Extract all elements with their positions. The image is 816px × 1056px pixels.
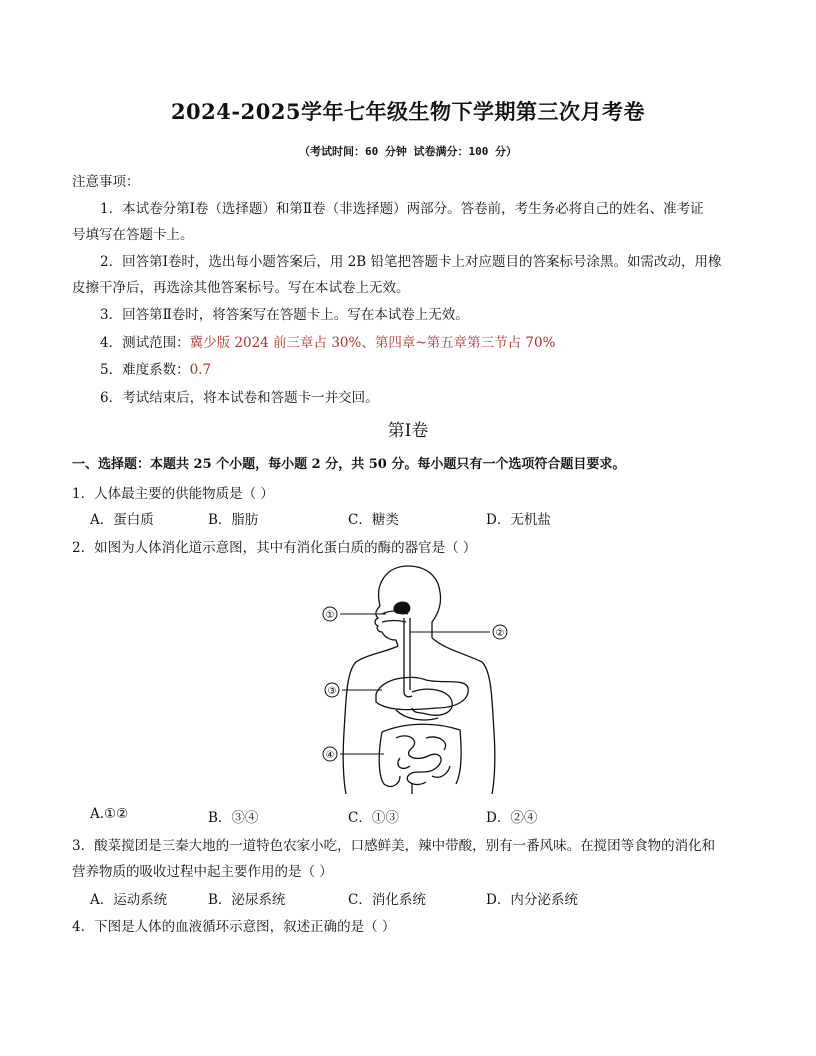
q1-option-b[interactable]: B．脂肪 xyxy=(208,512,259,528)
q3-stem-line-2: 营养物质的吸收过程中起主要作用的是（ ） xyxy=(72,864,333,880)
q3-option-b[interactable]: B．泌尿系统 xyxy=(208,892,286,908)
q1-stem: 1．人体最主要的供能物质是（ ） xyxy=(72,486,274,502)
note-5-value: 0.7 xyxy=(189,362,212,378)
q2-option-b[interactable]: B．③④ xyxy=(208,810,259,826)
q2-stem: 2．如图为人体消化道示意图，其中有消化蛋白质的酶的器官是（ ） xyxy=(72,540,477,556)
note-4 xyxy=(100,331,555,351)
q4-stem: 4．下图是人体的血液循环示意图，叙述正确的是（ ） xyxy=(72,919,396,935)
figure-label-1: ① xyxy=(325,610,335,621)
note-1-line-2: 号填写在答题卡上。 xyxy=(72,227,194,243)
note-5-label: 5．难度系数： xyxy=(100,362,190,378)
q3-option-c[interactable]: C．消化系统 xyxy=(348,892,426,908)
note-5 xyxy=(100,358,211,378)
figure-label-4: ④ xyxy=(325,750,335,761)
q2-option-c[interactable]: C．①③ xyxy=(348,810,399,826)
salivary-gland-shape xyxy=(393,602,410,615)
q1-option-c[interactable]: C．糖类 xyxy=(348,512,399,528)
q2-option-a[interactable]: A.①② xyxy=(90,806,129,822)
exam-subtitle: （考试时间：60 分钟 试卷满分：100 分） xyxy=(299,145,517,158)
q3-stem-line-1: 3．酸菜搅团是三秦大地的一道特色农家小吃，口感鲜美，辣中带酸，别有一番风味。在搅团等食物的消化和 xyxy=(72,838,716,854)
notes-heading: 注意事项： xyxy=(72,174,140,190)
note-4-range: 冀少版 2024 前三章占 30%、第四章~第五章第三节占 70% xyxy=(189,335,556,351)
q1-option-d[interactable]: D．无机盐 xyxy=(486,512,551,528)
part1-instruction: 一、选择题：本题共 25 个小题，每小题 2 分，共 50 分。每小题只有一个选项符合题目要求。 xyxy=(72,457,626,472)
note-4-label: 4．测试范围： xyxy=(100,335,190,351)
figure-label-2: ② xyxy=(495,628,505,639)
figure-label-3: ③ xyxy=(327,686,337,697)
q3-option-d[interactable]: D．内分泌系统 xyxy=(486,892,578,908)
exam-title: 2024-2025学年七年级生物下学期第三次月考卷 xyxy=(170,99,646,124)
q1-option-a[interactable]: A．蛋白质 xyxy=(90,512,154,528)
note-6: 6．考试结束后，将本试卷和答题卡一并交回。 xyxy=(100,390,379,406)
note-2-line-2: 皮擦干净后，再选涂其他答案标号。写在本试卷上无效。 xyxy=(72,280,410,296)
note-1-line-1: 1．本试卷分第Ⅰ卷（选择题）和第Ⅱ卷（非选择题）两部分。答卷前，考生务必将自己的姓名、准考证 xyxy=(100,201,704,217)
q2-option-d[interactable]: D．②④ xyxy=(486,810,538,826)
note-3: 3．回答第Ⅱ卷时，将答案写在答题卡上。写在本试卷上无效。 xyxy=(100,307,469,323)
section-title: 第Ⅰ卷 xyxy=(387,421,429,441)
note-2-line-1: 2．回答第Ⅰ卷时，选出每小题答案后，用 2B 铅笔把答题卡上对应题目的答案标号涂黑。如需改动，用橡 xyxy=(100,254,722,270)
digestive-system-figure xyxy=(316,562,526,794)
q3-option-a[interactable]: A．运动系统 xyxy=(90,892,168,908)
